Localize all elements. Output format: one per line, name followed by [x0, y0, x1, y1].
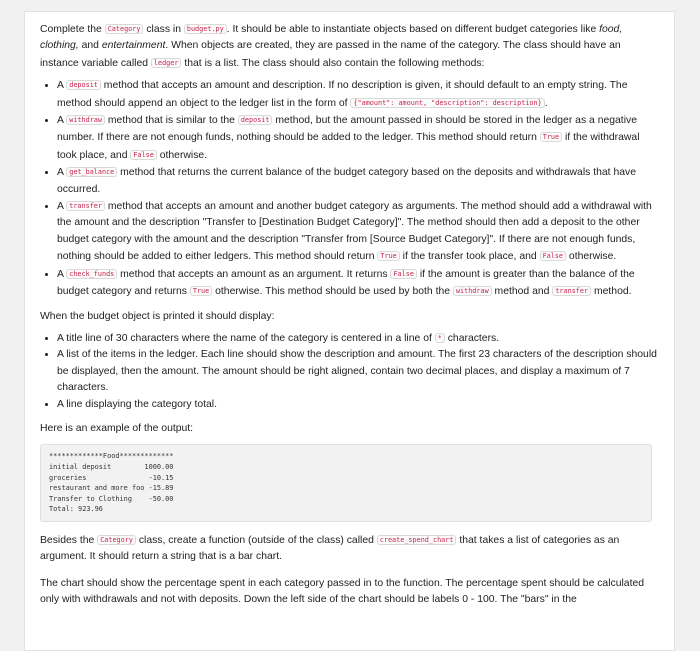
- text: . It should be able to instantiate objects based on different budget categories like: [226, 24, 600, 35]
- methods-list: [40, 77, 660, 300]
- code-asterisk: *: [435, 333, 445, 343]
- example-output-code-block: *************Food************* initial deposit 1000.00 groceries -10.15 restaurant and more foo -15.89 Transfer to Clothing -50.00 Total: 923.96: [40, 444, 652, 522]
- code-true: True: [377, 251, 399, 261]
- method-deposit-item: [57, 77, 660, 112]
- method-get-balance-item: [57, 164, 660, 198]
- instructions-panel: [24, 11, 675, 651]
- code-create-spend-chart: create_spend_chart: [377, 535, 457, 545]
- text: .: [544, 97, 548, 109]
- display-list: [40, 330, 660, 413]
- code-withdraw: withdraw: [453, 286, 492, 296]
- text: A: [57, 115, 67, 127]
- text: method and: [491, 286, 553, 298]
- intro-paragraph: [40, 21, 660, 72]
- text: class in: [143, 24, 184, 35]
- text: . When objects are created, they are passed in the name of the category. The class should have an instance variable called: [40, 40, 621, 69]
- code-withdraw: withdraw: [66, 115, 105, 125]
- text: A title line of 30 characters where the name of the category is centered in a line of: [57, 332, 435, 344]
- code-deposit: deposit: [66, 80, 101, 90]
- code-check-funds: check_funds: [66, 269, 117, 279]
- text: that is a list. The class should also contain the following methods:: [181, 57, 485, 69]
- display-total-item: • A line displaying the category total.: [57, 397, 660, 413]
- method-withdraw-item: [57, 112, 660, 164]
- code-false: False: [130, 150, 156, 160]
- code-category: Category: [97, 535, 136, 545]
- text: if the transfer took place, and: [399, 251, 540, 263]
- method-transfer-item: [57, 198, 660, 266]
- code-budget-py: budget.py: [184, 24, 227, 34]
- code-deposit: deposit: [238, 115, 273, 125]
- text: otherwise. This method should be used by both the: [212, 286, 453, 298]
- text: method that returns the current balance of the budget category based on the deposits and withdrawals that have occurred.: [57, 167, 636, 195]
- text: and: [78, 40, 102, 52]
- example-heading: Here is an example of the output:: [40, 422, 194, 434]
- text: class, create a function (outside of the class) called: [135, 534, 377, 546]
- emphasis: entertainment: [101, 40, 166, 52]
- text: characters.: [444, 332, 500, 344]
- code-ledger: ledger: [151, 58, 182, 68]
- code-transfer: transfer: [552, 286, 591, 296]
- besides-paragraph: [40, 532, 660, 566]
- text: A: [57, 167, 67, 179]
- text: otherwise.: [156, 149, 208, 161]
- text: A: [57, 201, 67, 213]
- text: method that accepts an amount and another budget category as arguments. The method should add a withdrawal with the amount and the description "Transfer to [Destination Budget Category]". The method should then add a deposit to the other budget category with the amount and the description "Transfer from [Source Budget Category]". If there are not enough funds, nothing should be added to either ledgers. This method should return: [57, 201, 652, 263]
- text: A: [57, 80, 67, 92]
- text: method.: [591, 286, 632, 298]
- text: Complete the: [40, 24, 105, 35]
- method-check-funds-item: [57, 266, 660, 301]
- display-ledger-items-item: • A list of the items in the ledger. Each line should show the description and amount. The first 23 characters of the description should be displayed, then the amount. The amount should be right aligned, contain two decimal places, and display a maximum of 7 characters.: [57, 347, 660, 396]
- text: Besides the: [40, 534, 98, 546]
- text: A: [57, 268, 67, 280]
- text: method, but the amount passed in should be stored in the ledger as a negative number. If there are not enough funds, nothing should be added to the ledger. This method should return: [57, 115, 637, 144]
- display-heading: When the budget object is printed it should display:: [40, 310, 275, 322]
- text: method that accepts an amount and description. If no description is given, it should default to an empty string. The method should append an object to the ledger list in the form of: [57, 80, 628, 109]
- text: method that is similar to the: [105, 115, 238, 127]
- text: method that accepts an amount as an argument. It returns: [117, 268, 391, 280]
- emphasis: food, clothing,: [40, 24, 623, 52]
- code-get-balance: get_balance: [66, 167, 117, 177]
- code-category: Category: [105, 24, 144, 34]
- text: that takes a list of categories as an argument. It should return a string that is a bar chart.: [40, 534, 620, 563]
- code-true: True: [190, 286, 212, 296]
- code-transfer: transfer: [66, 201, 105, 211]
- display-title-line-item: [57, 330, 660, 347]
- text: if the withdrawal took place, and: [57, 132, 640, 161]
- text: otherwise.: [566, 251, 617, 263]
- text: if the amount is greater than the balance of the budget category and returns: [57, 268, 635, 298]
- chart-paragraph: The chart should show the percentage spent in each category passed in to the function. The percentage spent should be calculated only with withdrawals and not with deposits. Down the left side of the chart should be labels 0 - 100. The "bars" in the: [40, 577, 645, 606]
- code-ledger-object: {"amount": amount, "description": description}: [350, 98, 544, 108]
- code-false: False: [540, 251, 566, 261]
- code-true: True: [540, 132, 562, 142]
- code-false: False: [390, 269, 416, 279]
